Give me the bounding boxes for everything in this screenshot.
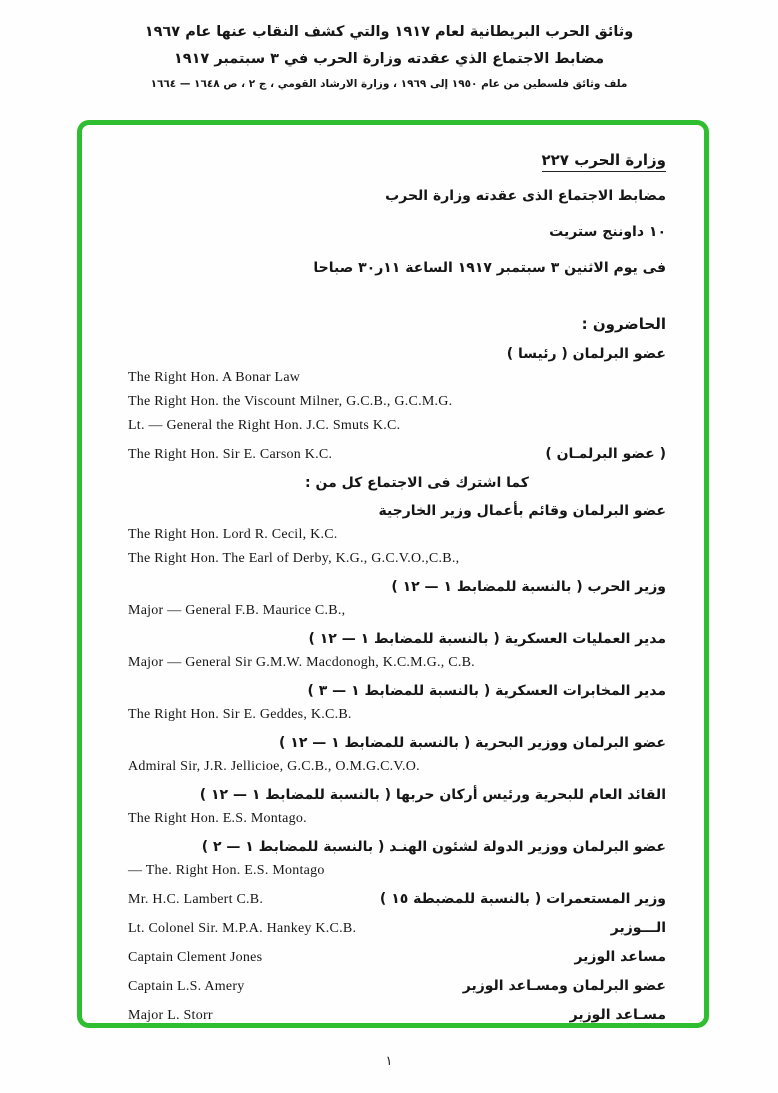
role-ar: مدير العمليات العسكرية ( بالنسبة للمضابط ١ — ١٢ ) bbox=[308, 631, 666, 647]
attendees-heading-line bbox=[128, 315, 666, 334]
name-en: Mr. H.C. Lambert C.B. bbox=[128, 892, 264, 907]
line-bonar-law bbox=[128, 368, 666, 388]
page-number: ١ bbox=[385, 1054, 393, 1069]
line-montago-2 bbox=[128, 861, 666, 881]
line-derby bbox=[128, 549, 666, 569]
line-jellicoe bbox=[128, 757, 666, 777]
doc-address: ١٠ داوننج ستريت bbox=[549, 224, 666, 240]
role-ar: وزير الحرب ( بالنسبة للمضابط ١ — ١٢ ) bbox=[391, 579, 666, 595]
role-ar: الـــوزير bbox=[610, 920, 666, 936]
name-en: Admiral Sir, J.R. Jellicioe, G.C.B., O.M.G.C.V.O. bbox=[128, 759, 420, 774]
role-ar: عضو البرلمان وقائم بأعمال وزير الخارجية bbox=[378, 503, 666, 519]
green-highlight-frame bbox=[77, 120, 709, 1028]
line-maurice bbox=[128, 601, 666, 621]
line-navy-commander-role bbox=[128, 785, 666, 805]
line-smuts bbox=[128, 416, 666, 436]
role-ar: وزير المستعمرات ( بالنسبة للمضبطة ١٥ ) bbox=[379, 891, 666, 907]
header-subtitle-line: مضابط الاجتماع الذي عقدته وزارة الحرب في ٣ سبتمبر ١٩١٧ bbox=[173, 51, 605, 67]
role-ar: مدير المخابرات العسكرية ( بالنسبة للمضابط ١ — ٣ ) bbox=[307, 683, 666, 699]
line-amery bbox=[128, 976, 666, 997]
name-en: Major L. Storr bbox=[128, 1008, 213, 1023]
name-en: Lt. Colonel Sir. M.P.A. Hankey K.C.B. bbox=[128, 921, 357, 936]
line-chairman-role bbox=[128, 344, 666, 364]
line-navy-minister-role bbox=[128, 733, 666, 753]
heading-also-attended bbox=[128, 473, 666, 493]
name-en: Major — General Sir G.M.W. Macdonogh, K.C.M.G., C.B. bbox=[128, 655, 475, 670]
name-en: The Right Hon. Sir E. Geddes, K.C.B. bbox=[128, 707, 352, 722]
name-en: — The. Right Hon. E.S. Montago bbox=[128, 863, 325, 878]
section-heading-ar: كما اشترك فى الاجتماع كل من : bbox=[305, 475, 529, 491]
doc-subtitle: مضابط الاجتماع الذى عقدته وزارة الحرب bbox=[385, 188, 666, 204]
line-macdonogh bbox=[128, 653, 666, 673]
name-en: The Right Hon. the Viscount Milner, G.C.B., G.C.M.G. bbox=[128, 394, 453, 409]
role-ar: عضو البرلمان ومسـاعد الوزير bbox=[462, 978, 666, 994]
line-carson bbox=[128, 444, 666, 465]
name-en: Captain L.S. Amery bbox=[128, 979, 245, 994]
line-lambert bbox=[128, 889, 666, 910]
line-geddes bbox=[128, 705, 666, 725]
doc-datetime-line bbox=[128, 257, 666, 279]
name-en: Major — General F.B. Maurice C.B., bbox=[128, 603, 346, 618]
name-en: The Right Hon. A Bonar Law bbox=[128, 370, 301, 385]
line-milner bbox=[128, 392, 666, 412]
document-header bbox=[59, 24, 719, 90]
role-ar: القائد العام للبحرية ورئيس أركان حربها ( بالنسبة للمضابط ١ — ١٢ ) bbox=[199, 787, 666, 803]
doc-title-line bbox=[128, 151, 666, 170]
line-foreign-minister-role bbox=[128, 501, 666, 521]
line-storr bbox=[128, 1005, 666, 1026]
line-war-minister-role bbox=[128, 577, 666, 597]
line-military-intelligence-role bbox=[128, 681, 666, 701]
doc-subtitle-line bbox=[128, 185, 666, 207]
role-ar: عضو البرلمان ووزير الدولة لشئون الهنـد ( بالنسبة للمضابط ١ — ٢ ) bbox=[201, 839, 666, 855]
role-ar: ( عضو البرلمـان ) bbox=[545, 446, 666, 462]
name-en: The Right Hon. The Earl of Derby, K.G., G.C.V.O.,C.B., bbox=[128, 551, 460, 566]
role-ar: مسـاعد الوزير bbox=[569, 1007, 666, 1023]
line-cecil bbox=[128, 525, 666, 545]
role-ar: عضو البرلمان ووزير البحرية ( بالنسبة للمضابط ١ — ١٢ ) bbox=[279, 735, 666, 751]
name-en: Captain Clement Jones bbox=[128, 950, 263, 965]
doc-title: وزارة الحرب ٢٢٧ bbox=[542, 151, 667, 172]
line-hankey bbox=[128, 918, 666, 939]
role-ar: عضو البرلمان ( رئيسا ) bbox=[506, 346, 666, 362]
line-india-minister-role bbox=[128, 837, 666, 857]
name-en: Lt. — General the Right Hon. J.C. Smuts K.C. bbox=[128, 418, 401, 433]
name-en: The Right Hon. Lord R. Cecil, K.C. bbox=[128, 527, 338, 542]
name-en: The Right Hon. Sir E. Carson K.C. bbox=[128, 447, 333, 462]
line-clement-jones bbox=[128, 947, 666, 968]
header-source-line: ملف وثائق فلسطين من عام ١٩٥٠ إلى ١٩٦٩ ، وزارة الارشاد القومي ، ج ٢ ، ص ١٦٤٨ — ١٦٦٤ bbox=[150, 78, 628, 90]
doc-datetime: فى يوم الاثنين ٣ سبتمبر ١٩١٧ الساعة ١١ر٣٠ صباحا bbox=[313, 260, 666, 276]
line-montago-1 bbox=[128, 809, 666, 829]
attendees-heading: الحاضرون : bbox=[581, 315, 666, 333]
line-military-operations-role bbox=[128, 629, 666, 649]
doc-address-line bbox=[128, 221, 666, 243]
header-title-line: وثائق الحرب البريطانية لعام ١٩١٧ والتي كشف النقاب عنها عام ١٩٦٧ bbox=[144, 24, 634, 40]
role-ar: مساعد الوزير bbox=[574, 949, 666, 965]
name-en: The Right Hon. E.S. Montago. bbox=[128, 811, 307, 826]
